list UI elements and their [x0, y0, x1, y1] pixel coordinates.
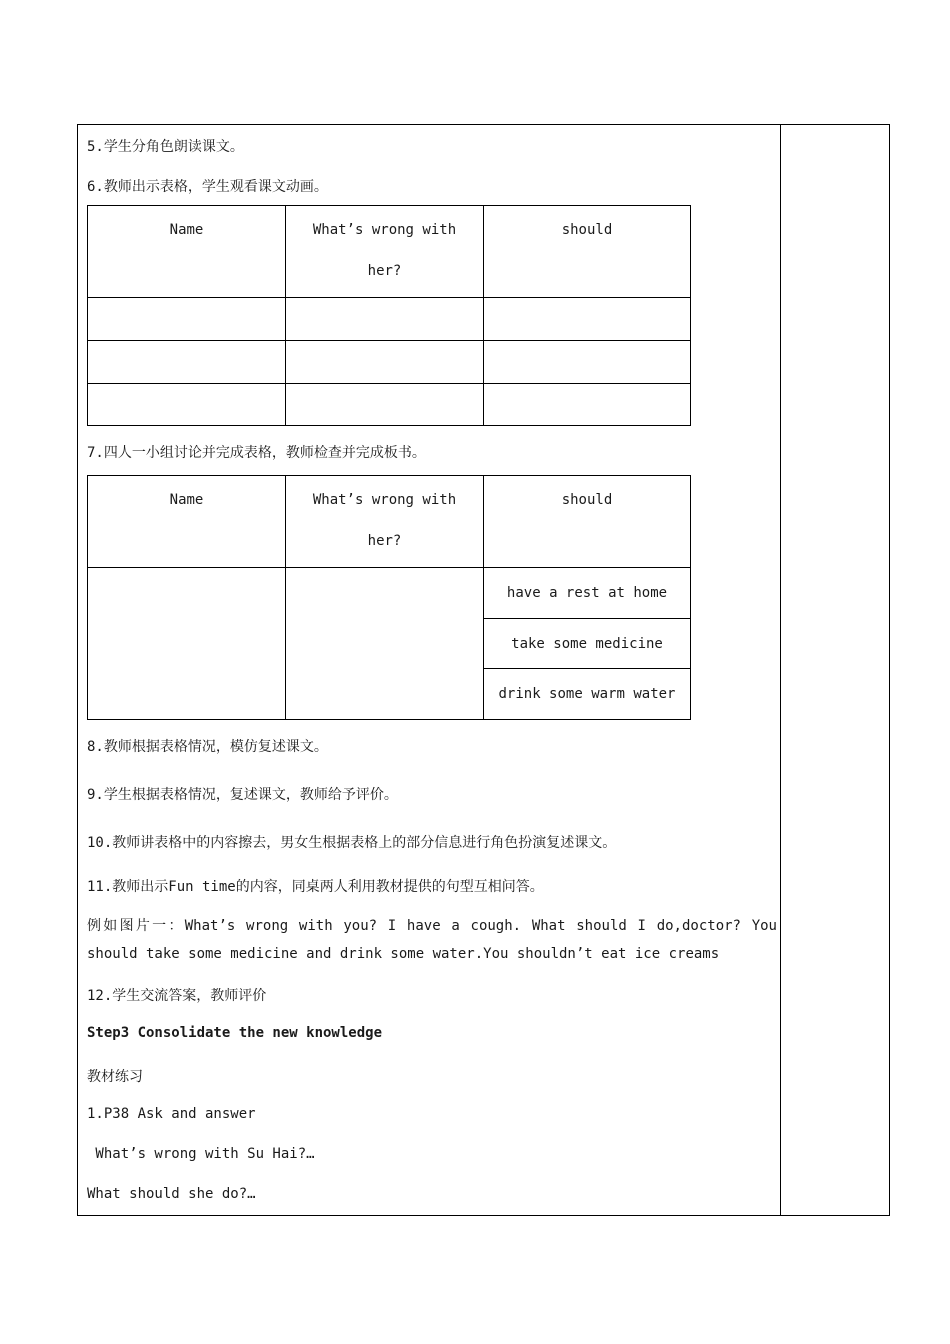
step-11-text: 11.教师出示Fun time的内容，同桌两人利用教材提供的句型互相问答。: [87, 879, 544, 895]
wrong-header-line1: What’s wrong with: [312, 492, 457, 508]
step-6-text: 6.教师出示表格，学生观看课文动画。: [87, 179, 328, 195]
table-row: [88, 298, 691, 341]
wrong-header: [286, 206, 484, 298]
step3-heading: Step3 Consolidate the new knowledge: [87, 1025, 383, 1041]
should-item: take some medicine: [484, 619, 691, 669]
step-7-text: 7.四人一小组讨论并完成表格，教师检查并完成板书。: [87, 445, 426, 461]
step-8-text: 8.教师根据表格情况，模仿复述课文。: [87, 739, 328, 755]
table-two: [87, 475, 691, 720]
table-cell: [286, 384, 484, 426]
table-cell: [484, 341, 691, 384]
step-12-text: 12.学生交流答案，教师评价: [87, 988, 267, 1004]
name-cell: [88, 568, 286, 720]
should-item: have a rest at home: [484, 568, 691, 619]
wrong-cell: [286, 568, 484, 720]
example-text: 例如图片一：What’s wrong with you? I have a cough. What should I do,doctor? You should take some medicine and drink some water.You shouldn’t eat ice creams: [87, 918, 777, 962]
table-cell: [286, 298, 484, 341]
table-row: [88, 341, 691, 384]
name-header: Name: [88, 206, 286, 298]
step-10-text: 10.教师讲表格中的内容擦去，男女生根据表格上的部分信息进行角色扮演复述课文。: [87, 835, 617, 851]
column-divider: [780, 124, 781, 1216]
step-9-text: 9.学生根据表格情况，复述课文，教师给予评价。: [87, 787, 398, 803]
should-item: drink some warm water: [484, 669, 691, 720]
materials-label: 教材练习: [87, 1069, 143, 1085]
table-cell: [88, 384, 286, 426]
table-cell: [88, 298, 286, 341]
table-row: [88, 568, 691, 619]
wrong-header-line2: her?: [367, 533, 402, 549]
table-row: [88, 384, 691, 426]
question-two: What should she do?…: [87, 1186, 256, 1202]
question-one: What’s wrong with Su Hai?…: [87, 1146, 315, 1162]
wrong-header: [286, 476, 484, 568]
name-header: Name: [88, 476, 286, 568]
exercise-title: 1.P38 Ask and answer: [87, 1106, 256, 1122]
step-5-text: 5.学生分角色朗读课文。: [87, 139, 244, 155]
should-header: should: [484, 206, 691, 298]
table-cell: [484, 384, 691, 426]
table-cell: [88, 341, 286, 384]
table-one: [87, 205, 691, 426]
wrong-header-line2: her?: [367, 263, 402, 279]
should-header: should: [484, 476, 691, 568]
table-cell: [484, 298, 691, 341]
table-one-header-row: [88, 206, 691, 298]
table-cell: [286, 341, 484, 384]
wrong-header-line1: What’s wrong with: [312, 222, 457, 238]
table-two-header-row: [88, 476, 691, 568]
